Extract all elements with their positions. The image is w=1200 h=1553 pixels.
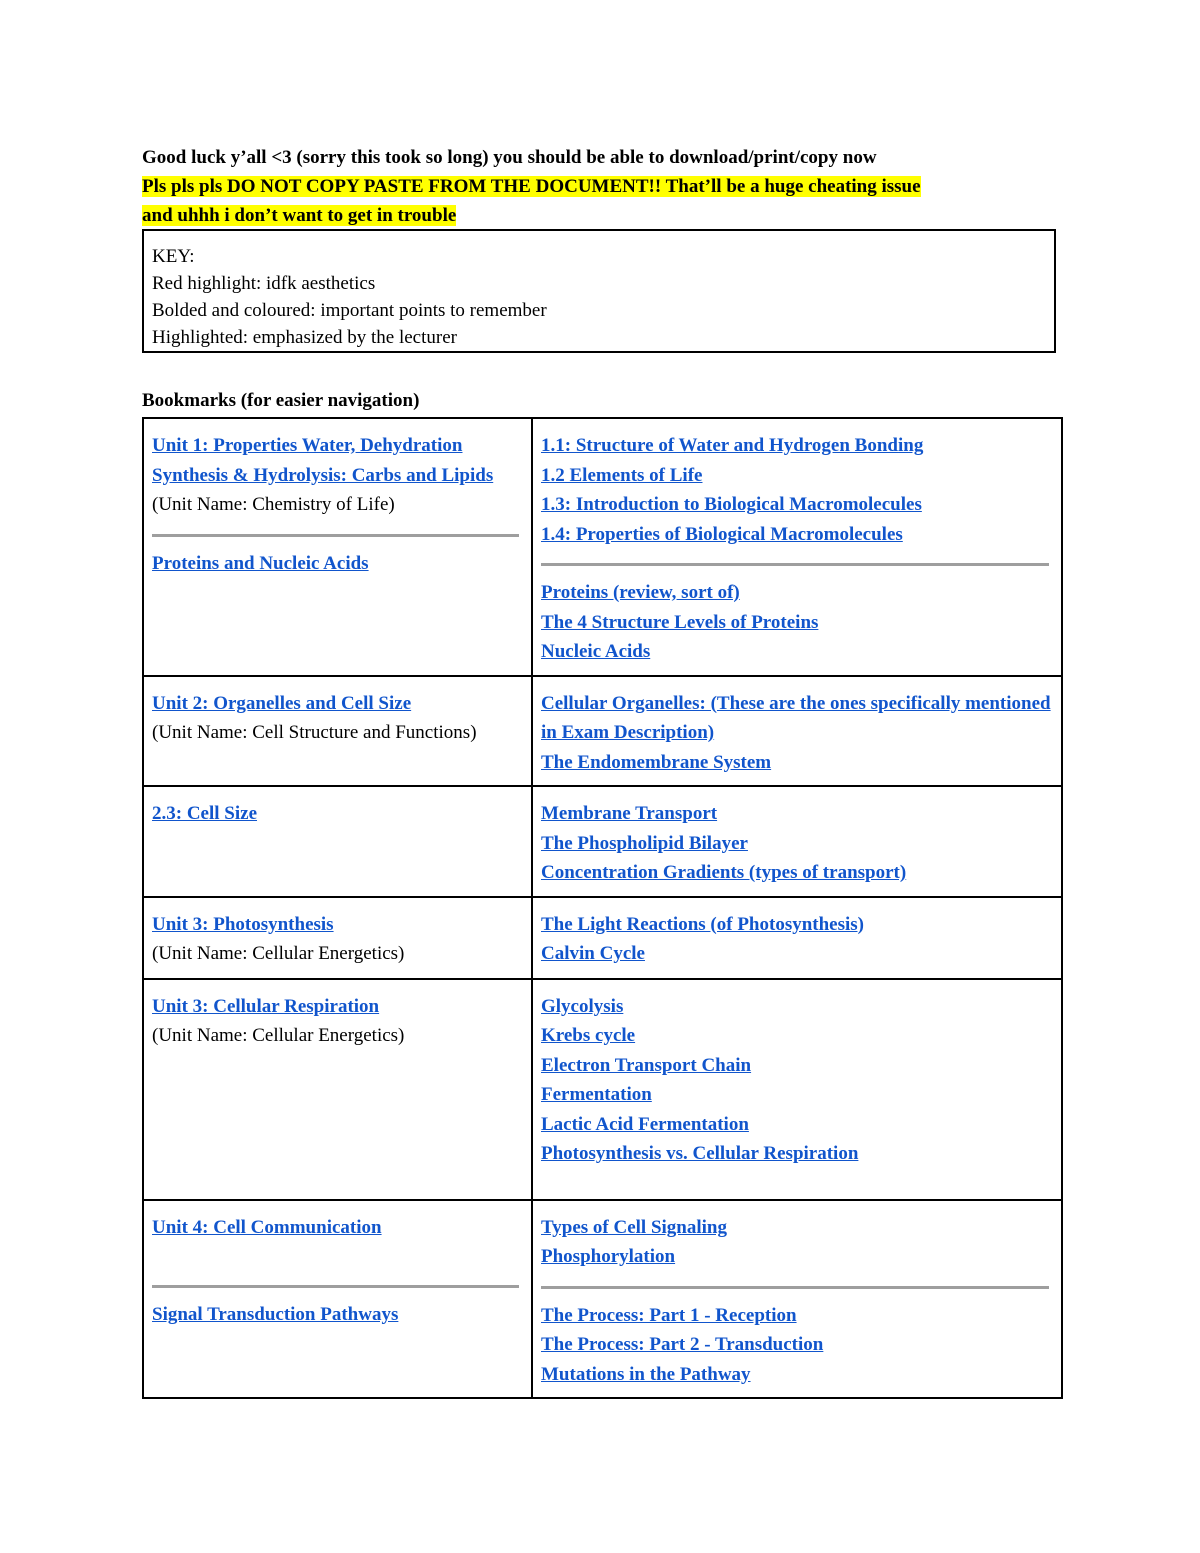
bookmark-link[interactable]: Nucleic Acids bbox=[541, 641, 651, 662]
bookmark-link[interactable]: Electron Transport Chain bbox=[541, 1054, 752, 1076]
bookmark-link[interactable]: The 4 Structure Levels of Proteins bbox=[541, 611, 819, 633]
bookmark-link[interactable]: 1.4: Properties of Biological Macromolecules bbox=[541, 523, 903, 545]
section-divider bbox=[152, 1285, 519, 1288]
key-line-bolded: Bolded and coloured: important points to remember bbox=[152, 300, 547, 321]
bookmark-link[interactable]: Proteins (review, sort of) bbox=[541, 582, 740, 603]
bookmark-link[interactable]: Glycolysis bbox=[541, 995, 624, 1017]
bookmark-link[interactable]: Lactic Acid Fermentation bbox=[541, 1113, 749, 1135]
table-cell bbox=[532, 418, 1062, 676]
intro-text bbox=[142, 143, 1062, 230]
unit-name: (Unit Name: Chemistry of Life) bbox=[152, 494, 395, 515]
bookmark-link[interactable]: 2.3: Cell Size bbox=[152, 803, 258, 824]
bookmark-link[interactable]: Proteins and Nucleic Acids bbox=[152, 552, 369, 574]
table-row bbox=[143, 897, 1062, 979]
key-line-red-highlight: Red highlight: idfk aesthetics bbox=[152, 273, 376, 294]
table-cell bbox=[532, 979, 1062, 1200]
table-cell bbox=[143, 676, 532, 787]
bookmark-link[interactable]: Unit 3: Cellular Respiration bbox=[152, 995, 380, 1017]
bookmark-link[interactable]: The Light Reactions (of Photosynthesis) bbox=[541, 913, 865, 935]
bookmark-link[interactable]: Concentration Gradients (types of transport) bbox=[541, 862, 907, 883]
bookmark-link[interactable]: 1.1: Structure of Water and Hydrogen Bonding bbox=[541, 435, 924, 456]
table-row bbox=[143, 786, 1062, 897]
section-divider bbox=[541, 1286, 1049, 1289]
unit-name: (Unit Name: Cellular Energetics) bbox=[152, 1025, 405, 1046]
bookmark-link[interactable]: Photosynthesis vs. Cellular Respiration bbox=[541, 1143, 859, 1164]
bookmark-link[interactable]: 1.3: Introduction to Biological Macromolecules bbox=[541, 494, 922, 515]
table-cell bbox=[143, 418, 532, 676]
table-cell bbox=[143, 897, 532, 979]
bookmark-link[interactable]: The Endomembrane System bbox=[541, 751, 772, 773]
table-cell bbox=[143, 786, 532, 897]
bookmark-link[interactable]: Fermentation bbox=[541, 1084, 652, 1105]
bookmark-link[interactable]: The Phospholipid Bilayer bbox=[541, 832, 748, 854]
key-line-highlighted: Highlighted: emphasized by the lecturer bbox=[152, 327, 457, 348]
bookmark-link[interactable]: Membrane Transport bbox=[541, 803, 718, 824]
table-cell bbox=[532, 786, 1062, 897]
unit-name: (Unit Name: Cellular Energetics) bbox=[152, 943, 405, 964]
bookmark-link[interactable]: The Process: Part 1 - Reception bbox=[541, 1304, 797, 1326]
table-cell bbox=[532, 897, 1062, 979]
warning-highlight-line-2: and uhhh i don’t want to get in trouble bbox=[142, 205, 457, 226]
table-row bbox=[143, 1200, 1062, 1399]
table-cell bbox=[143, 979, 532, 1200]
bookmark-link[interactable]: Unit 1: Properties Water, Dehydration Synthesis & Hydrolysis: Carbs and Lipids bbox=[152, 435, 494, 486]
bookmark-link[interactable]: Mutations in the Pathway bbox=[541, 1363, 751, 1385]
warning-highlight-line-1: Pls pls pls DO NOT COPY PASTE FROM THE DOCUMENT!! That’ll be a huge cheating issue bbox=[142, 176, 921, 197]
bookmarks-heading: Bookmarks (for easier navigation) bbox=[142, 390, 420, 411]
section-divider bbox=[152, 534, 519, 537]
bookmark-link[interactable]: Krebs cycle bbox=[541, 1025, 636, 1046]
bookmark-link[interactable]: Calvin Cycle bbox=[541, 943, 645, 964]
bookmark-link[interactable]: Unit 4: Cell Communication bbox=[152, 1216, 382, 1238]
key-title: KEY: bbox=[152, 246, 195, 267]
bookmark-link[interactable]: The Process: Part 2 - Transduction bbox=[541, 1334, 824, 1355]
bookmark-link[interactable]: Unit 2: Organelles and Cell Size bbox=[152, 692, 412, 714]
bookmark-link[interactable]: Types of Cell Signaling bbox=[541, 1216, 727, 1238]
table-cell bbox=[143, 1200, 532, 1399]
section-divider bbox=[541, 563, 1049, 566]
unit-name: (Unit Name: Cell Structure and Functions) bbox=[152, 722, 477, 743]
bookmarks-table bbox=[142, 417, 1063, 1399]
bookmark-link[interactable]: 1.2 Elements of Life bbox=[541, 464, 703, 486]
bookmark-link[interactable]: Phosphorylation bbox=[541, 1246, 676, 1267]
table-row bbox=[143, 418, 1062, 676]
bookmark-link[interactable]: Unit 3: Photosynthesis bbox=[152, 913, 334, 935]
intro-line: Good luck y’all <3 (sorry this took so long) you should be able to download/print/copy now bbox=[142, 147, 877, 168]
table-cell bbox=[532, 1200, 1062, 1399]
bookmark-link[interactable]: Signal Transduction Pathways bbox=[152, 1304, 399, 1325]
bookmark-link[interactable]: Cellular Organelles: (These are the ones specifically mentioned in Exam Description) bbox=[541, 692, 1051, 743]
table-row bbox=[143, 676, 1062, 787]
key-box bbox=[142, 229, 1056, 353]
table-cell bbox=[532, 676, 1062, 787]
table-row bbox=[143, 979, 1062, 1200]
